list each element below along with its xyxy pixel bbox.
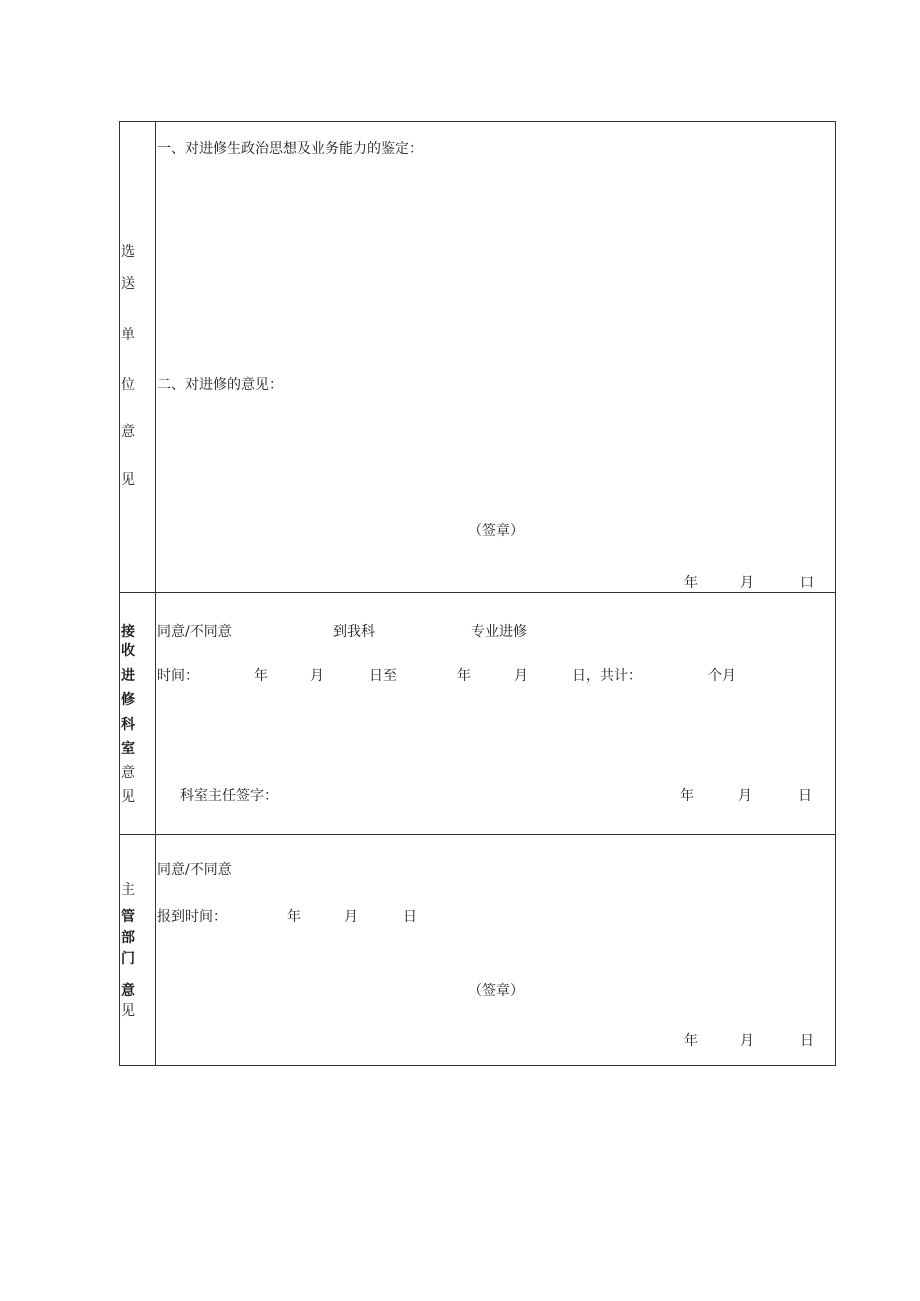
label-char: 室: [121, 741, 135, 757]
evaluation-prompt: 一、对进修生政治思想及业务能力的鉴定：: [157, 141, 423, 157]
to-department-label: 到我科: [333, 624, 375, 640]
seal-label: （签章）: [468, 523, 524, 539]
seal-label: （签章）: [468, 983, 524, 999]
date-day: 口: [800, 575, 814, 591]
label-char: 门: [121, 951, 135, 967]
start-year: 年: [254, 668, 268, 684]
label-char: 见: [121, 472, 135, 488]
date-day: 日: [798, 788, 812, 804]
end-month: 月: [514, 668, 528, 684]
label-char: 送: [121, 276, 135, 292]
label-column-divider: [155, 121, 156, 1066]
end-day-total: 日，共计：: [572, 668, 642, 684]
label-char: 选: [121, 244, 135, 260]
director-signature-label: 科室主任签字：: [180, 788, 278, 804]
date-year: 年: [684, 575, 698, 591]
label-char: 科: [121, 717, 135, 733]
date-month: 月: [740, 575, 754, 591]
label-char: 意: [121, 765, 135, 781]
evaluation-form-table: [119, 121, 836, 1066]
opinion-prompt: 二、对进修的意见：: [157, 377, 283, 393]
label-char: 见: [121, 789, 135, 805]
date-day: 日: [800, 1033, 814, 1049]
agree-option: 同意/不同意: [157, 862, 232, 878]
specialty-label: 专业进修: [471, 624, 527, 640]
months-label: 个月: [708, 668, 736, 684]
start-day-to: 日至: [369, 668, 397, 684]
row-divider-1: [119, 592, 836, 593]
report-time-label: 报到时间：: [157, 909, 227, 925]
label-char: 修: [121, 692, 135, 708]
label-char: 管: [121, 909, 135, 925]
label-char: 见: [121, 1003, 135, 1019]
label-char: 意: [121, 983, 135, 999]
end-year: 年: [457, 668, 471, 684]
label-char: 位: [121, 377, 135, 393]
start-month: 月: [310, 668, 324, 684]
date-year: 年: [684, 1033, 698, 1049]
label-char: 部: [121, 930, 135, 946]
report-day: 日: [403, 909, 417, 925]
row-divider-2: [119, 834, 836, 835]
label-char: 接: [121, 624, 135, 640]
label-char: 主: [121, 882, 135, 898]
label-char: 单: [121, 327, 135, 343]
label-char: 进: [121, 668, 135, 684]
label-char: 收: [121, 643, 135, 659]
report-month: 月: [344, 909, 358, 925]
report-year: 年: [287, 909, 301, 925]
time-label: 时间：: [157, 668, 199, 684]
table-border-top: [119, 121, 836, 122]
table-border-right: [835, 121, 836, 1066]
date-month: 月: [740, 1033, 754, 1049]
table-border-bottom: [119, 1065, 836, 1066]
date-year: 年: [680, 788, 694, 804]
date-month: 月: [738, 788, 752, 804]
label-char: 意: [121, 424, 135, 440]
agree-option: 同意/不同意: [157, 624, 232, 640]
